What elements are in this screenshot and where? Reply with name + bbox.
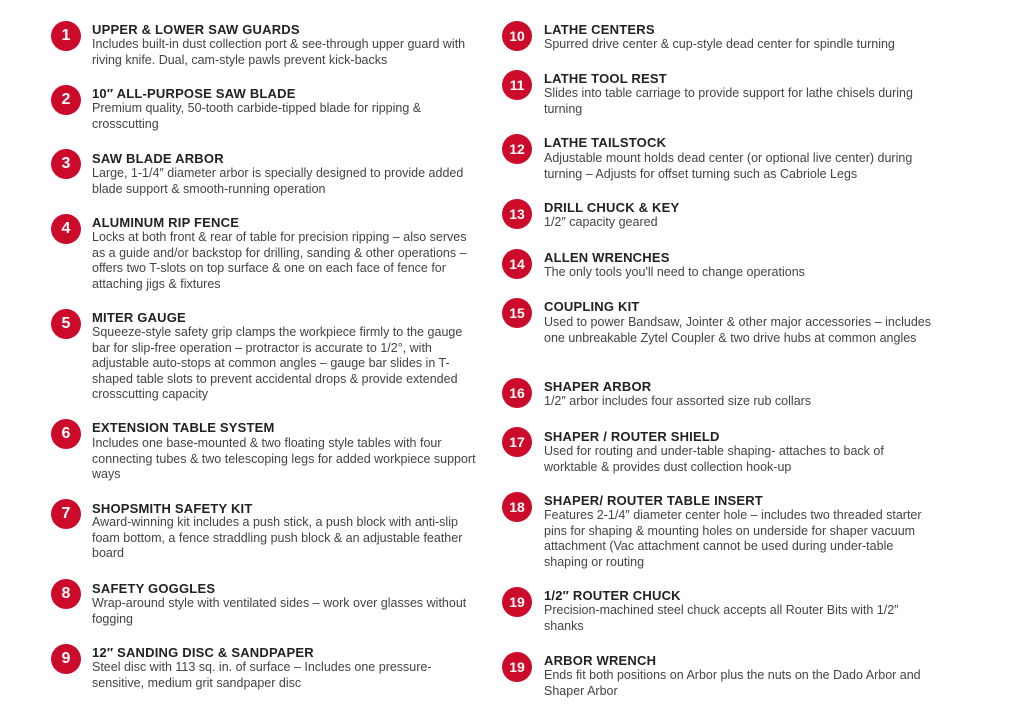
item-title: SHAPER ARBOR <box>544 379 652 394</box>
item-description: Features 2-1/4″ diameter center hole – includes two threaded starter pins for shaping & mounting holes on underside for shaper vacuum attachment (Vac attachment cannot be used during under-table shaping or routing <box>544 508 922 569</box>
item-title: 12″ SANDING DISC & SANDPAPER <box>92 645 314 660</box>
item-description: Spurred drive center & cup-style dead center for spindle turning <box>544 37 895 51</box>
item-description: Used for routing and under-table shaping- attaches to back of worktable & provides dust collection hook-up <box>544 444 884 474</box>
item-number-badge: 4 <box>51 214 81 244</box>
item-title: LATHE TAILSTOCK <box>544 135 667 150</box>
item-title: 1/2″ ROUTER CHUCK <box>544 588 681 603</box>
item-description: Adjustable mount holds dead center (or optional live center) during turning – Adjusts for offset turning such as Cabriole Legs <box>544 151 913 181</box>
item-number-badge: 3 <box>51 149 81 179</box>
item-number-badge: 5 <box>51 309 81 339</box>
item-description: Premium quality, 50-tooth carbide-tipped blade for ripping & crosscutting <box>92 101 422 131</box>
item-description: The only tools you'll need to change operations <box>544 265 805 279</box>
item-number-badge: 18 <box>502 492 532 522</box>
item-number-badge: 1 <box>51 21 81 51</box>
item-number-badge: 11 <box>502 70 532 100</box>
item-description: 1/2″ capacity geared <box>544 215 658 229</box>
item-description: Large, 1-1/4″ diameter arbor is specially designed to provide added blade support & smooth-running operation <box>92 166 464 196</box>
item-title: LATHE TOOL REST <box>544 71 667 86</box>
item-number-badge: 2 <box>51 85 81 115</box>
item-number-badge: 19 <box>502 587 532 617</box>
item-description: Squeeze-style safety grip clamps the workpiece firmly to the gauge bar for slip-free operation – protractor is accurate to 1/2°, with adjustable auto-stops at common angles – gauge bar slides in T-shaped table slots to prevent accidental drops & provide extended crosscutting capacity <box>92 325 463 401</box>
item-number-badge: 19 <box>502 652 532 682</box>
item-title: ARBOR WRENCH <box>544 653 657 668</box>
item-title: 10″ ALL-PURPOSE SAW BLADE <box>92 86 296 101</box>
item-description: Locks at both front & rear of table for precision ripping – also serves as a guide and/or backstop for drilling, sanding & other operations – offers two T-slots on top surface & one on each face of fence for attaching jigs & fixtures <box>92 230 467 291</box>
item-title: ALLEN WRENCHES <box>544 250 670 265</box>
item-title: LATHE CENTERS <box>544 22 655 37</box>
item-number-badge: 7 <box>51 499 81 529</box>
item-number-badge: 8 <box>51 579 81 609</box>
item-title: EXTENSION TABLE SYSTEM <box>92 420 275 435</box>
item-number-badge: 13 <box>502 199 532 229</box>
item-description: Used to power Bandsaw, Jointer & other major accessories – includes one unbreakable Zytel Coupler & two drive hubs at common angles <box>544 315 931 345</box>
item-description: Steel disc with 113 sq. in. of surface – Includes one pressure-sensitive, medium grit sandpaper disc <box>92 660 432 690</box>
item-number-badge: 10 <box>502 21 532 51</box>
item-number-badge: 9 <box>51 644 81 674</box>
item-title: SAW BLADE ARBOR <box>92 151 224 166</box>
item-number-badge: 14 <box>502 249 532 279</box>
item-description: 1/2″ arbor includes four assorted size rub collars <box>544 394 812 408</box>
item-description: Includes built-in dust collection port & see-through upper guard with riving knife. Dual, cam-style pawls prevent kick-backs <box>92 37 466 67</box>
item-title: DRILL CHUCK & KEY <box>544 200 680 215</box>
item-title: SHOPSMITH SAFETY KIT <box>92 501 253 516</box>
item-number-badge: 17 <box>502 427 532 457</box>
item-title: COUPLING KIT <box>544 299 640 314</box>
item-title: UPPER & LOWER SAW GUARDS <box>92 22 300 37</box>
item-number-badge: 12 <box>502 134 532 164</box>
item-number-badge: 16 <box>502 378 532 408</box>
item-title: MITER GAUGE <box>92 310 186 325</box>
item-title: SHAPER / ROUTER SHIELD <box>544 429 720 444</box>
item-description: Award-winning kit includes a push stick, a push block with anti-slip foam bottom, a fence straddling push block & an adjustable feather board <box>92 515 463 560</box>
item-description: Slides into table carriage to provide support for lathe chisels during turning <box>544 86 913 116</box>
item-title: SHAPER/ ROUTER TABLE INSERT <box>544 493 763 508</box>
item-number-badge: 15 <box>502 298 532 328</box>
item-description: Wrap-around style with ventilated sides – work over glasses without fogging <box>92 596 467 626</box>
item-description: Includes one base-mounted & two floating style tables with four connecting tubes & two telescoping legs for added workpiece support ways <box>92 436 476 481</box>
item-number-badge: 6 <box>51 419 81 449</box>
item-description: Ends fit both positions on Arbor plus the nuts on the Dado Arbor and Shaper Arbor <box>544 668 921 698</box>
item-description: Precision-machined steel chuck accepts all Router Bits with 1/2″ shanks <box>544 603 899 633</box>
item-title: ALUMINUM RIP FENCE <box>92 215 240 230</box>
item-title: SAFETY GOGGLES <box>92 581 216 596</box>
